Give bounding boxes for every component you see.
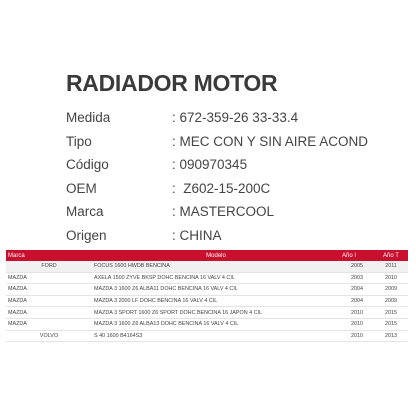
- cell-modelo: MAZDA 3 1600 Z6 ALBA13 DOHC BENCINA 16 VALV 4 CIL: [92, 318, 340, 330]
- spec-value: : 090970345: [172, 157, 248, 173]
- spec-row-oem: [66, 177, 406, 201]
- spec-label: Origen: [66, 227, 107, 243]
- cell-ano-inicio: 2010: [340, 307, 374, 319]
- applications-table: [6, 250, 408, 342]
- spec-list: [66, 106, 406, 247]
- cell-ano-fin: 2015: [374, 318, 408, 330]
- cell-marca: MAZDA: [6, 284, 92, 296]
- cell-ano-inicio: 2003: [340, 272, 374, 284]
- spec-value: : Z602-15-200C: [172, 180, 271, 196]
- table-row: [6, 272, 408, 284]
- cell-ano-fin: 2013: [374, 330, 408, 342]
- spec-row-origen: [66, 224, 406, 248]
- column-header-ano-inicio[interactable]: Año I: [342, 252, 357, 259]
- cell-ano-fin: 2009: [374, 295, 408, 307]
- cell-ano-inicio: 2004: [340, 284, 374, 296]
- cell-ano-inicio: 2010: [340, 318, 374, 330]
- column-header-ano-fin[interactable]: Año T: [383, 252, 399, 259]
- table-row: [6, 318, 408, 330]
- spec-row-codigo: [66, 153, 406, 177]
- cell-modelo: MAZDA 3 SPORT 1600 Z6 SPORT DOHC BENCINA 16 JAPON 4 CIL: [92, 307, 340, 319]
- cell-ano-inicio: 2010: [340, 330, 374, 342]
- cell-modelo: FOCUS 1600 HWDB BENCINA: [92, 261, 340, 272]
- cell-modelo: MAZDA 3 1600 Z6 ALBA11 DOHC BENCINA 16 VALV 4 CIL: [92, 284, 340, 296]
- cell-marca: MAZDA: [6, 318, 92, 330]
- spec-label: Medida: [66, 110, 111, 126]
- spec-label: Tipo: [66, 133, 92, 149]
- cell-marca: FORD: [6, 261, 92, 272]
- table-header-row: [6, 250, 408, 261]
- cell-modelo: S 40 1600 B4164S3: [92, 330, 340, 342]
- cell-ano-fin: 2015: [374, 307, 408, 319]
- cell-marca: MAZDA: [6, 307, 92, 319]
- spec-row-medida: [66, 106, 406, 130]
- cell-modelo: MAZDA 3 2000 LF DOHC BENCINA 16 VALV 4 CIL: [92, 295, 340, 307]
- column-header-marca[interactable]: Marca: [8, 252, 25, 259]
- cell-marca: VOLVO: [6, 330, 92, 342]
- table-row: [6, 284, 408, 296]
- product-title: RADIADOR MOTOR: [66, 70, 278, 96]
- table-row: [6, 307, 408, 319]
- spec-label: Código: [66, 157, 109, 173]
- cell-marca: MAZDA: [6, 272, 92, 284]
- cell-ano-inicio: 2004: [340, 295, 374, 307]
- cell-ano-fin: 2010: [374, 272, 408, 284]
- spec-label: Marca: [66, 204, 104, 220]
- column-header-modelo[interactable]: Modelo: [206, 252, 226, 259]
- table-row: [6, 261, 408, 272]
- spec-value: : CHINA: [172, 227, 222, 243]
- spec-value: : MASTERCOOL: [172, 204, 275, 220]
- cell-ano-fin: 2009: [374, 284, 408, 296]
- cell-ano-fin: 2011: [374, 261, 408, 272]
- table-row: [6, 295, 408, 307]
- cell-ano-inicio: 2005: [340, 261, 374, 272]
- spec-label: OEM: [66, 180, 97, 196]
- cell-marca: MAZDA: [6, 295, 92, 307]
- spec-row-tipo: [66, 130, 406, 154]
- spec-row-marca: [66, 200, 406, 224]
- spec-value: : 672-359-26 33-33.4: [172, 110, 299, 126]
- spec-value: : MEC CON Y SIN AIRE ACOND: [172, 133, 369, 149]
- table-row: [6, 330, 408, 342]
- applications-table-wrapper: [6, 250, 408, 342]
- cell-modelo: AXELA 1500 ZYVE BKSP DOHC BENCINA 16 VALV 4 CIL: [92, 272, 340, 284]
